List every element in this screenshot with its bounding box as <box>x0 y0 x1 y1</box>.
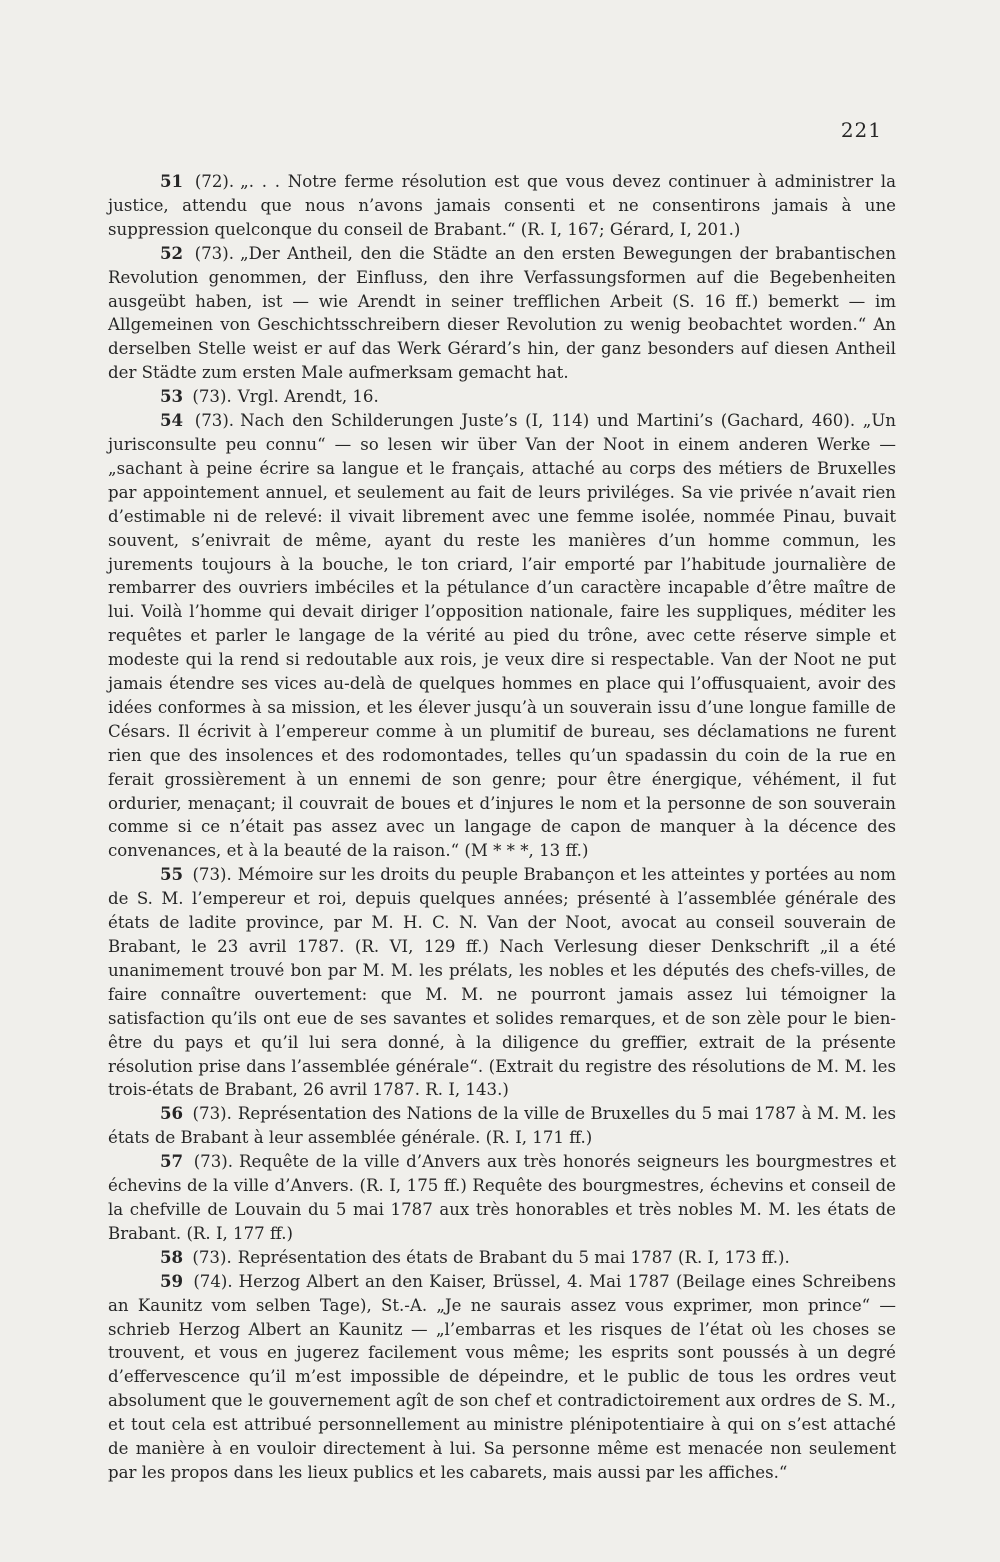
note-number: 59 <box>160 1270 184 1291</box>
note-reference: (72). <box>194 172 235 191</box>
note-reference: (73). <box>192 387 232 407</box>
note-text: Représentation des états de Brabant du 5 mai 1787 (R. I, 173 ff.). <box>237 1247 790 1267</box>
note-text: Représentation des Nations de la ville de Bruxelles du 5 mai 1787 à M. M. les états de Brabant à leur assemblée générale. (R. I, 171 ff.) <box>108 1104 897 1148</box>
note-reference: (74). <box>193 1271 233 1291</box>
note-53 <box>108 385 896 409</box>
note-number: 52 <box>160 242 184 263</box>
note-52 <box>108 242 896 385</box>
note-59 <box>108 1270 896 1485</box>
note-55 <box>108 863 896 1102</box>
note-text: Herzog Albert an den Kaiser, Brüssel, 4. Mai 1787 (Beilage eines Schreibens an Kaunitz vom selben Tage), St.-A. „Je ne saurais assez vous exprimer, mon prince“ — schrieb Herzog Albert an Kaunitz — „l’embarras et les risques de l’état où les choses se trouvent, et vous en jugerez facilement vous même; les esprits sont poussés à un degré d’effervescence qu’il m’est impossible de dépeindre, et le public de tous les ordres veut absolument que le gouvernement agît de son chef et contradictoirement aux ordres de S. M., et tout cela est attribué personnellement au ministre plénipotentiaire à qui on s’est attaché de manière à en vouloir directement à lui. Sa personne même est menacée non seulement par les propos dans les lieux publics et les cabarets, mais aussi par les affiches.“ <box>108 1271 896 1482</box>
note-text: „Der Antheil, den die Städte an den ersten Bewegungen der brabantischen Revolution genommen, der Einfluss, den ihre Verfassungsformen auf die Begebenheiten ausgeübt haben, ist — wie Arendt in seiner trefflichen Arbeit (S. 16 ff.) bemerkt — im Allgemeinen von Geschichtsschreibern dieser Revolution zu wenig beobachtet worden.“ An derselben Stelle weist er auf das Werk Gérard’s hin, der ganz besonders auf diesen Antheil der Städte zum ersten Male aufmerksam gemacht hat. <box>108 243 897 383</box>
note-reference: (73). <box>192 865 232 885</box>
note-57 <box>108 1150 896 1246</box>
note-reference: (73). <box>192 1247 232 1267</box>
note-reference: (73). <box>194 411 235 431</box>
note-text: Requête de la ville d’Anvers aux très honorés seigneurs les bourgmestres et échevins de la ville d’Anvers. (R. I, 175 ff.) Requête des bourgmestres, échevins et conseil de la chefville de Louvain du 5 mai 1787 aux très honorables et très nobles M. M. les états de Brabant. (R. I, 177 ff.) <box>108 1152 896 1243</box>
page-number: 221 <box>840 118 882 142</box>
note-text: Vrgl. Arendt, 16. <box>237 387 379 407</box>
note-reference: (73). <box>193 1152 234 1172</box>
note-number: 55 <box>160 864 184 885</box>
note-number: 53 <box>160 386 184 407</box>
note-number: 56 <box>160 1103 184 1124</box>
note-56 <box>108 1102 896 1150</box>
note-number: 57 <box>160 1151 184 1172</box>
note-number: 58 <box>160 1246 184 1267</box>
note-54 <box>108 409 896 863</box>
note-reference: (73). <box>192 1104 232 1124</box>
note-text: „. . . Notre ferme résolution est que vous devez continuer à administrer la justice, attendu que nous n’avons jamais consenti et ne consentirons jamais à une suppression quelconque du conseil de Brabant.“ (R. I, 167; Gérard, I, 201.) <box>108 172 896 239</box>
note-51 <box>108 170 896 242</box>
note-text: Nach den Schilderungen Juste’s (I, 114) und Martini’s (Gachard, 460). „Un jurisconsulte peu connu“ — so lesen wir über Van der Noot in einem anderen Werke — „sachant à peine écrire sa langue et le français, attaché au corps des métiers de Bruxelles par appointement annuel, et seulement au fait de leurs priviléges. Sa vie privée n’avait rien d’estimable ni de relevé: il vivait librement avec une femme isolée, nommée Pinau, buvait souvent, s’enivrait de même, ayant du reste les manières d’un homme commun, les jurements toujours à la bouche, le ton criard, l’air emporté par l’habitude journalière de rembarrer des ouvriers imbéciles et la pétulance d’un caractère incapable d’être maître de lui. Voilà l’homme qui devait diriger l’opposition nationale, faire les suppliques, méditer les requêtes et parler le langage de la vérité au pied du trône, avec cette réserve simple et modeste qui la rend si redoutable aux rois, je veux dire si respectable. Van der Noot ne put jamais étendre ses vices au-delà de quelques hommes en place qui l’offusquaient, avoir des idées conformes à sa mission, et les élever jusqu’à un souverain issu d’une longue famille de Césars. Il écrivit à l’empereur comme à un plumitif de bureau, ses déclamations ne furent rien que des insolences et des rodomontades, telles qu’un spadassin du coin de la rue en ferait grossièrement à un ennemi de son genre; pour être énergique, véhément, il fut ordurier, menaçant; il couvrait de boues et d’injures le nom et la personne de son souverain comme si ce n’était pas assez avec un langage de capon de manquer à la décence des convenances, et à la beauté de la raison.“ (M * * *, 13 ff.) <box>108 411 896 861</box>
note-number: 54 <box>160 410 184 431</box>
note-number: 51 <box>160 171 184 191</box>
note-reference: (73). <box>194 243 234 263</box>
footnotes-body <box>108 170 896 1485</box>
note-text: Mémoire sur les droits du peuple Brabançon et les atteintes y portées au nom de S. M. l’empereur et roi, depuis quelques années; présenté à l’assemblée générale des états de ladite province, par M. H. C. N. Van der Noot, avocat au conseil souverain de Brabant, le 23 avril 1787. (R. VI, 129 ff.) Nach Verlesung dieser Denkschrift „il a été unanimement trouvé bon par M. M. les prélats, les nobles et les députés des chefs-villes, de faire connaître ouvertement: que M. M. ne pourront jamais assez lui témoigner la satisfaction qu’ils ont eue de ses savantes et solides remarques, et de son zèle pour le bien-être du pays et qu’il lui sera donné, à la diligence du greffier, extrait de la présente résolution prise dans l’assemblée générale“. (Extrait du registre des résolutions de M. M. les trois-états de Brabant, 26 avril 1787. R. I, 143.) <box>108 865 897 1100</box>
note-58 <box>108 1246 896 1270</box>
